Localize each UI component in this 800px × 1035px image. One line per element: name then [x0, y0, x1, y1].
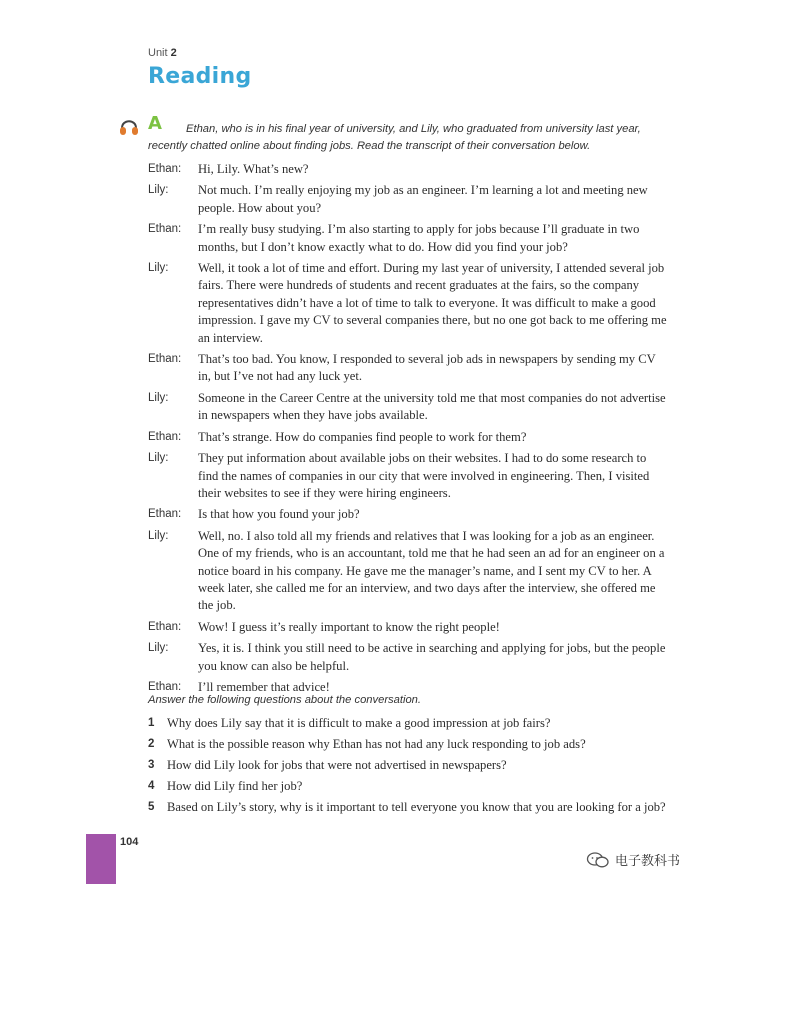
speech: Hi, Lily. What’s new?	[198, 162, 309, 176]
speaker: Lily:	[148, 529, 169, 542]
speaker: Ethan:	[148, 508, 182, 521]
dialogue-line	[148, 351, 668, 386]
speaker: Ethan:	[148, 353, 182, 366]
watermark-text: 电子教科书	[615, 854, 681, 869]
watermark	[586, 850, 680, 869]
dialogue-line	[148, 260, 668, 347]
speaker: Lily:	[148, 452, 169, 465]
speaker: Ethan:	[148, 680, 182, 693]
dialogue-line	[148, 450, 668, 502]
question-item	[148, 715, 668, 732]
dialogue-line	[148, 528, 668, 615]
section-intro: Ethan, who is in his final year of university, and Lily, who graduated from university last year, recently chatted online about finding jobs. Read the transcript of their conversation below.	[148, 123, 641, 152]
dialogue-line	[148, 506, 668, 523]
speech: They put information about available jobs on their websites. I had to do some research to find the names of companies in our city that were involved in engineering. Then, I visited their websites to see if they were hiring engineers.	[198, 451, 650, 500]
question-text: How did Lily look for jobs that were not advertised in newspapers?	[167, 757, 507, 772]
question-number: 4	[148, 779, 155, 792]
question-text: Why does Lily say that it is difficult to make a good impression at job fairs?	[167, 716, 551, 730]
speaker: Ethan:	[148, 430, 182, 443]
speech: That’s strange. How do companies find people to work for them?	[198, 429, 527, 444]
page-tab	[86, 834, 116, 884]
dialogue-line	[148, 640, 668, 675]
dialogue-line	[148, 619, 668, 636]
speech: I’ll remember that advice!	[198, 679, 330, 694]
question-number: 1	[148, 717, 155, 729]
speaker: Ethan:	[148, 223, 182, 236]
speech: That’s too bad. You know, I responded to several job ads in newspapers by sending my CV in, but I’ve not had any luck yet.	[198, 352, 656, 384]
question-text: Based on Lily’s story, why is it important to tell everyone you know that you are looking for a job?	[167, 799, 666, 814]
headphones-icon	[118, 114, 144, 138]
unit-label	[148, 47, 177, 59]
question-item	[148, 757, 668, 774]
speech: I’m really busy studying. I’m also starting to apply for jobs because I’ll graduate in two months, but I don’t know exactly what to do. How did you find your job?	[198, 222, 640, 254]
page-number: 104	[120, 836, 139, 848]
speech: Well, it took a lot of time and effort. During my last year of university, I attended several job fairs. There were hundreds of students and recent graduates at the fairs, so the company representatives didn’t have a lot of time to talk to everyone. It was difficult to make a good impression. I gave my CV to several companies there, but no one got back to me offering me an interview.	[198, 261, 667, 345]
question-item	[148, 736, 668, 753]
speaker: Lily:	[148, 262, 169, 275]
section-letter: A	[148, 113, 162, 134]
speaker: Ethan:	[148, 620, 182, 633]
question-text: How did Lily find her job?	[167, 778, 303, 793]
speech: Someone in the Career Centre at the university told me that most companies do not advertise in newspapers when they have jobs available.	[198, 390, 666, 423]
question-item	[148, 799, 668, 816]
speech: Well, no. I also told all my friends and relatives that I was looking for a job as an engineer. One of my friends, who is an accountant, told me that he had seen an ad for an engineer on a notice board in his company. He gave me the manager’s name, and I sent my CV to her. A week later, she called me for an interview, and two days after the interview, she offered me the job.	[198, 528, 665, 613]
speech: Is that how you found your job?	[198, 507, 360, 522]
speech: Wow! I guess it’s really important to know the right people!	[198, 619, 500, 634]
questions-intro: Answer the following questions about the conversation.	[148, 694, 422, 706]
speaker: Lily:	[148, 391, 169, 404]
question-text: What is the possible reason why Ethan has not had any luck responding to job ads?	[167, 736, 586, 751]
audio-track[interactable]	[118, 114, 144, 143]
question-number: 5	[148, 800, 155, 813]
speaker: Lily:	[148, 184, 169, 197]
speech: Not much. I’m really enjoying my job as an engineer. I’m learning a lot and meeting new people. How about you?	[198, 183, 648, 215]
dialogue-line	[148, 161, 668, 178]
question-number: 2	[148, 737, 155, 750]
wechat-icon	[586, 851, 610, 869]
speech: Yes, it is. I think you still need to be active in searching and applying for jobs, but the people you know can also be helpful.	[198, 641, 666, 673]
question-list	[148, 715, 668, 820]
question-number: 3	[148, 758, 155, 771]
speaker: Ethan:	[148, 163, 182, 175]
dialogue-line	[148, 390, 668, 425]
dialogue-line	[148, 429, 668, 446]
dialogue-line	[148, 182, 668, 217]
question-item	[148, 778, 668, 795]
speaker: Lily:	[148, 642, 169, 655]
unit-label-text: Unit	[148, 47, 168, 59]
unit-number: 2	[170, 47, 177, 59]
conversation	[148, 161, 668, 700]
dialogue-line	[148, 221, 668, 256]
page-title: Reading	[148, 64, 252, 89]
